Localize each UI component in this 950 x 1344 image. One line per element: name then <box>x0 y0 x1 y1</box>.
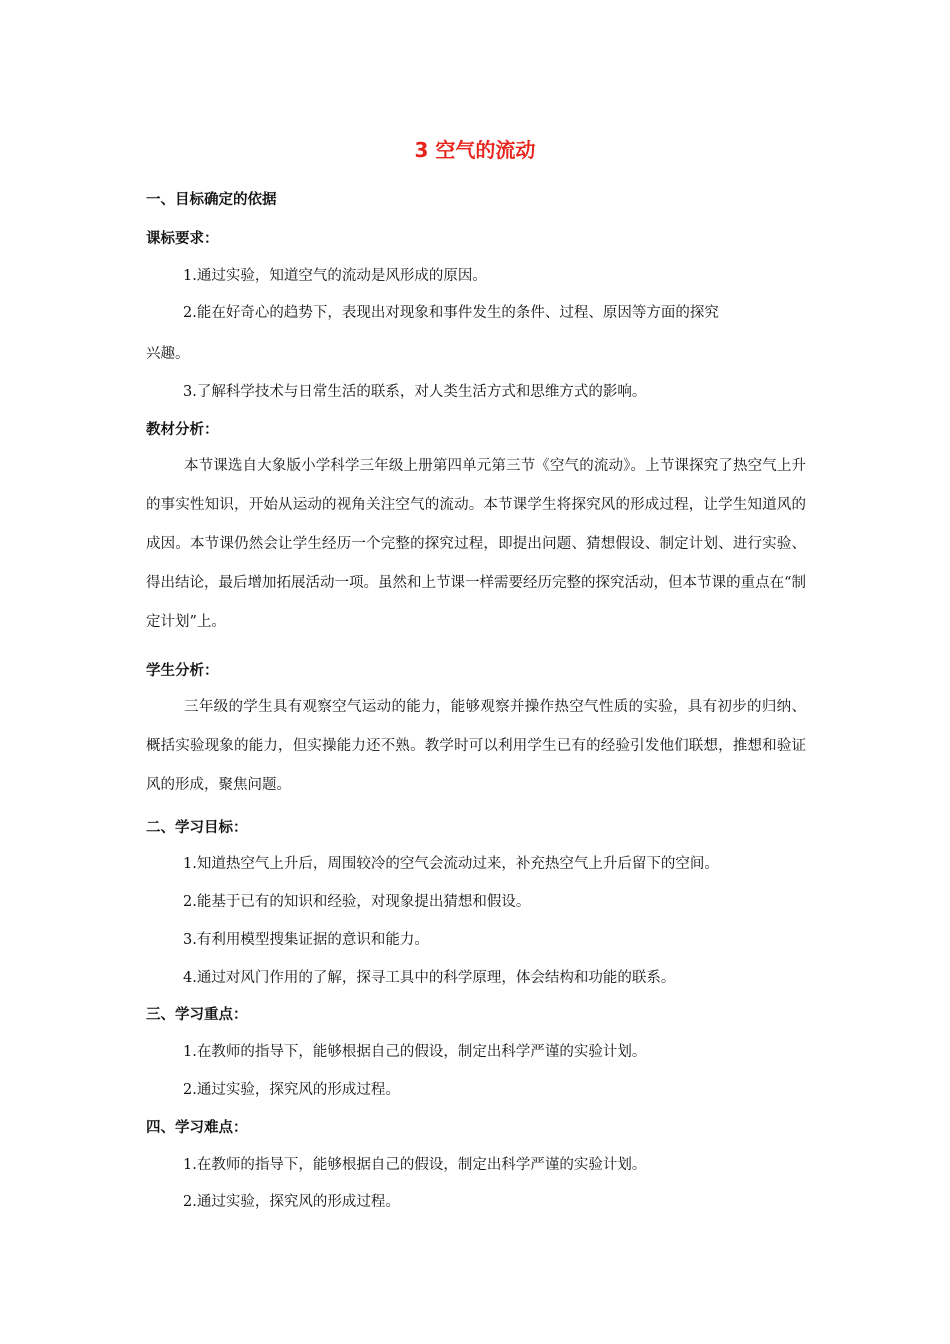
curriculum-item-2: 2.能在好奇心的趋势下，表现出对现象和事件发生的条件、过程、原因等方面的探究 <box>183 305 719 321</box>
subheading-textbook-analysis: 教材分析： <box>146 422 219 438</box>
document-title: 3 空气的流动 <box>414 138 536 162</box>
goal-item-3: 3.有利用模型搜集证据的意识和能力。 <box>183 932 429 948</box>
goal-item-1: 1.知道热空气上升后，周围较冷的空气会流动过来，补充热空气上升后留下的空间。 <box>183 856 719 872</box>
subheading-curriculum: 课标要求： <box>146 231 219 247</box>
curriculum-item-3: 3.了解科学技术与日常生活的联系，对人类生活方式和思维方式的影响。 <box>183 384 647 400</box>
textbook-analysis-paragraph: 本节课选自大象版小学科学三年级上册第四单元第三节《空气的流动》。上节课探究了热空气上升的事实性知识，开始从运动的视角关注空气的流动。本节课学生将探究风的形成过程，让学生知道风的成因。本节课仍然会让学生经历一个完整的探究过程，即提出问题、猜想假设、制定计划、进行实验、得出结论，最后增加拓展活动一项。虽然和上节课一样需要经历完整的探究活动，但本节课的重点在“制定计划”上。 <box>146 458 806 630</box>
key-point-item-1: 1.在教师的指导下，能够根据自己的假设，制定出科学严谨的实验计划。 <box>183 1044 647 1060</box>
goal-item-2: 2.能基于已有的知识和经验，对现象提出猜想和假设。 <box>183 894 531 910</box>
section-heading-learning-goals: 二、学习目标： <box>146 820 248 836</box>
difficulty-item-2: 2.通过实验，探究风的形成过程。 <box>183 1194 400 1210</box>
subheading-student-analysis: 学生分析： <box>146 663 219 679</box>
section-heading-basis: 一、目标确定的依据 <box>146 192 277 208</box>
student-analysis-paragraph: 三年级的学生具有观察空气运动的能力，能够观察并操作热空气性质的实验，具有初步的归纳、概括实验现象的能力，但实操能力还不熟。教学时可以利用学生已有的经验引发他们联想，推想和验证风的形成，聚焦问题。 <box>146 699 806 793</box>
section-heading-difficulties: 四、学习难点： <box>146 1120 248 1136</box>
key-point-item-2: 2.通过实验，探究风的形成过程。 <box>183 1082 400 1098</box>
difficulty-item-1: 1.在教师的指导下，能够根据自己的假设，制定出科学严谨的实验计划。 <box>183 1157 647 1173</box>
curriculum-item-1: 1.通过实验，知道空气的流动是风形成的原因。 <box>183 268 487 284</box>
goal-item-4: 4.通过对风门作用的了解，探寻工具中的科学原理，体会结构和功能的联系。 <box>183 970 676 986</box>
section-heading-key-points: 三、学习重点： <box>146 1007 248 1023</box>
curriculum-item-2-continued: 兴趣。 <box>146 346 190 362</box>
